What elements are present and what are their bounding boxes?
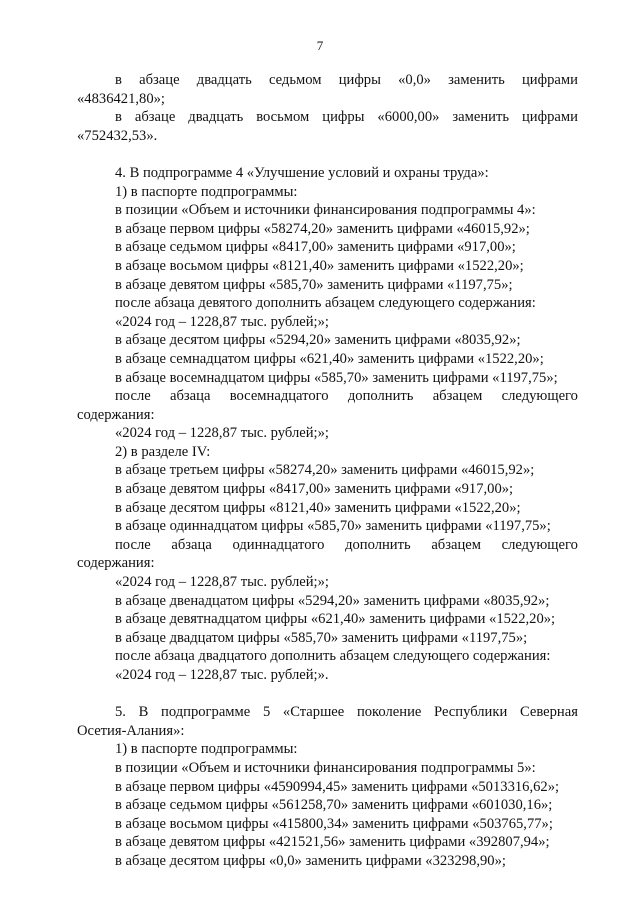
text-line: в абзаце семнадцатом цифры «621,40» заменить цифрами «1522,20»; [115,350,544,367]
text-line: 1) в паспорте подпрограммы: [115,183,298,200]
document-body [77,71,578,871]
text-line: в абзаце седьмом цифры «561258,70» заменить цифрами «601030,16»; [115,797,553,814]
word: «6000,00» [377,109,440,126]
word: 5. [115,704,126,721]
text-line: Осетия-Алания»: [77,722,185,739]
word: в [115,109,122,126]
word: восьмом [256,109,310,126]
word: цифры [322,109,365,126]
word: в [115,72,122,88]
word: следующего [501,388,578,405]
justified-line [77,71,578,90]
text-line: в позиции «Объем и источники финансирования подпрограммы 4»: [115,202,536,219]
word: 5 [262,704,271,721]
word: В [138,704,149,721]
word: цифры [338,72,381,88]
justified-line [77,536,578,555]
justified-line [77,108,578,127]
word: дополнить [345,536,411,553]
text-line: в абзаце девятом цифры «421521,56» заменить цифрами «392807,94»; [115,834,550,851]
text-line: 2) в разделе IV: [115,443,211,460]
text-line: в позиции «Объем и источники финансирования подпрограммы 5»: [115,759,536,776]
word: абзаца [171,536,212,553]
text-line: «2024 год – 1228,87 тыс. рублей;». [115,667,329,683]
text-line: в абзаце десятом цифры «0,0» заменить цифрами «323298,90»; [115,852,506,869]
word: следующего [501,536,578,553]
text-line: содержания: [77,406,155,423]
text-line: «752432,53». [77,127,158,144]
text-line: в абзаце седьмом цифры «8417,00» заменить цифрами «917,00»; [115,239,516,256]
word: после [115,388,151,405]
text-line: в абзаце девятом цифры «8417,00» заменить цифрами «917,00»; [115,481,514,498]
paragraph-gap [77,145,578,164]
page-number: 7 [316,38,324,53]
text-line: в абзаце восемнадцатом цифры «585,70» заменить цифрами «1197,75»; [115,369,558,386]
word: двадцать [188,109,244,126]
word: цифрами [522,109,578,126]
word: заменить [452,109,510,126]
word: восемнадцатого [229,388,329,405]
text-line: в абзаце восьмом цифры «415800,34» заменить цифрами «503765,77»; [115,815,553,832]
text-line: «2024 год – 1228,87 тыс. рублей;»; [115,574,329,591]
word: абзаца [170,388,211,405]
text-line: в абзаце первом цифры «58274,20» заменить цифрами «46015,92»; [115,220,530,237]
word: дополнить [347,388,414,405]
text-line: в абзаце девятом цифры «585,70» заменить цифрами «1197,75»; [115,276,513,293]
text-line: «2024 год – 1228,87 тыс. рублей;»; [115,425,329,442]
word: после [115,536,151,553]
text-line: в абзаце десятом цифры «8121,40» заменить цифрами «1522,20»; [115,499,521,516]
text-line: в абзаце первом цифры «4590994,45» заменить цифрами «5013316,62»; [115,778,560,795]
word: абзацем [431,536,481,553]
word: абзаце [134,109,176,126]
text-line: в абзаце двенадцатом цифры «5294,20» заменить цифрами «8035,92»; [115,592,550,609]
word: двадцать [196,72,252,88]
text-line: после абзаца девятого дополнить абзацем следующего содержания: [115,295,536,312]
justified-line [77,703,578,722]
word: абзаце [139,72,180,88]
paragraph-gap [77,685,578,704]
word: заменить [448,72,505,88]
word: абзацем [432,388,483,405]
word: одиннадцатого [232,536,325,553]
text-line: 1) в паспорте подпрограммы: [115,741,298,758]
text-line: «2024 год – 1228,87 тыс. рублей;»; [115,313,329,330]
text-line: в абзаце двадцатом цифры «585,70» заменить цифрами «1197,75»; [115,629,528,646]
text-line: в абзаце третьем цифры «58274,20» заменить цифрами «46015,92»; [115,462,535,479]
text-line: «4836421,80»; [77,90,165,107]
text-line: после абзаца двадцатого дополнить абзацем следующего содержания: [115,648,551,665]
section-heading: 4. В подпрограмме 4 «Улучшение условий и охраны труда»: [115,164,489,181]
word: Северная [519,704,578,721]
text-line: содержания: [77,555,155,572]
word: «Старшее [282,704,345,721]
word: Республики [434,704,508,721]
justified-line [77,387,578,406]
text-line: в абзаце восьмом цифры «8121,40» заменить цифрами «1522,20»; [115,257,524,274]
word: подпрограмме [161,704,251,721]
text-line: в абзаце девятнадцатом цифры «621,40» заменить цифрами «1522,20»; [115,611,556,628]
word: цифрами [522,72,578,88]
word: поколение [356,704,422,721]
text-line: в абзаце одиннадцатом цифры «585,70» заменить цифрами «1197,75»; [115,518,551,535]
word: «0,0» [398,72,431,88]
word: седьмом [268,72,322,88]
text-line: в абзаце десятом цифры «5294,20» заменить цифрами «8035,92»; [115,332,521,349]
